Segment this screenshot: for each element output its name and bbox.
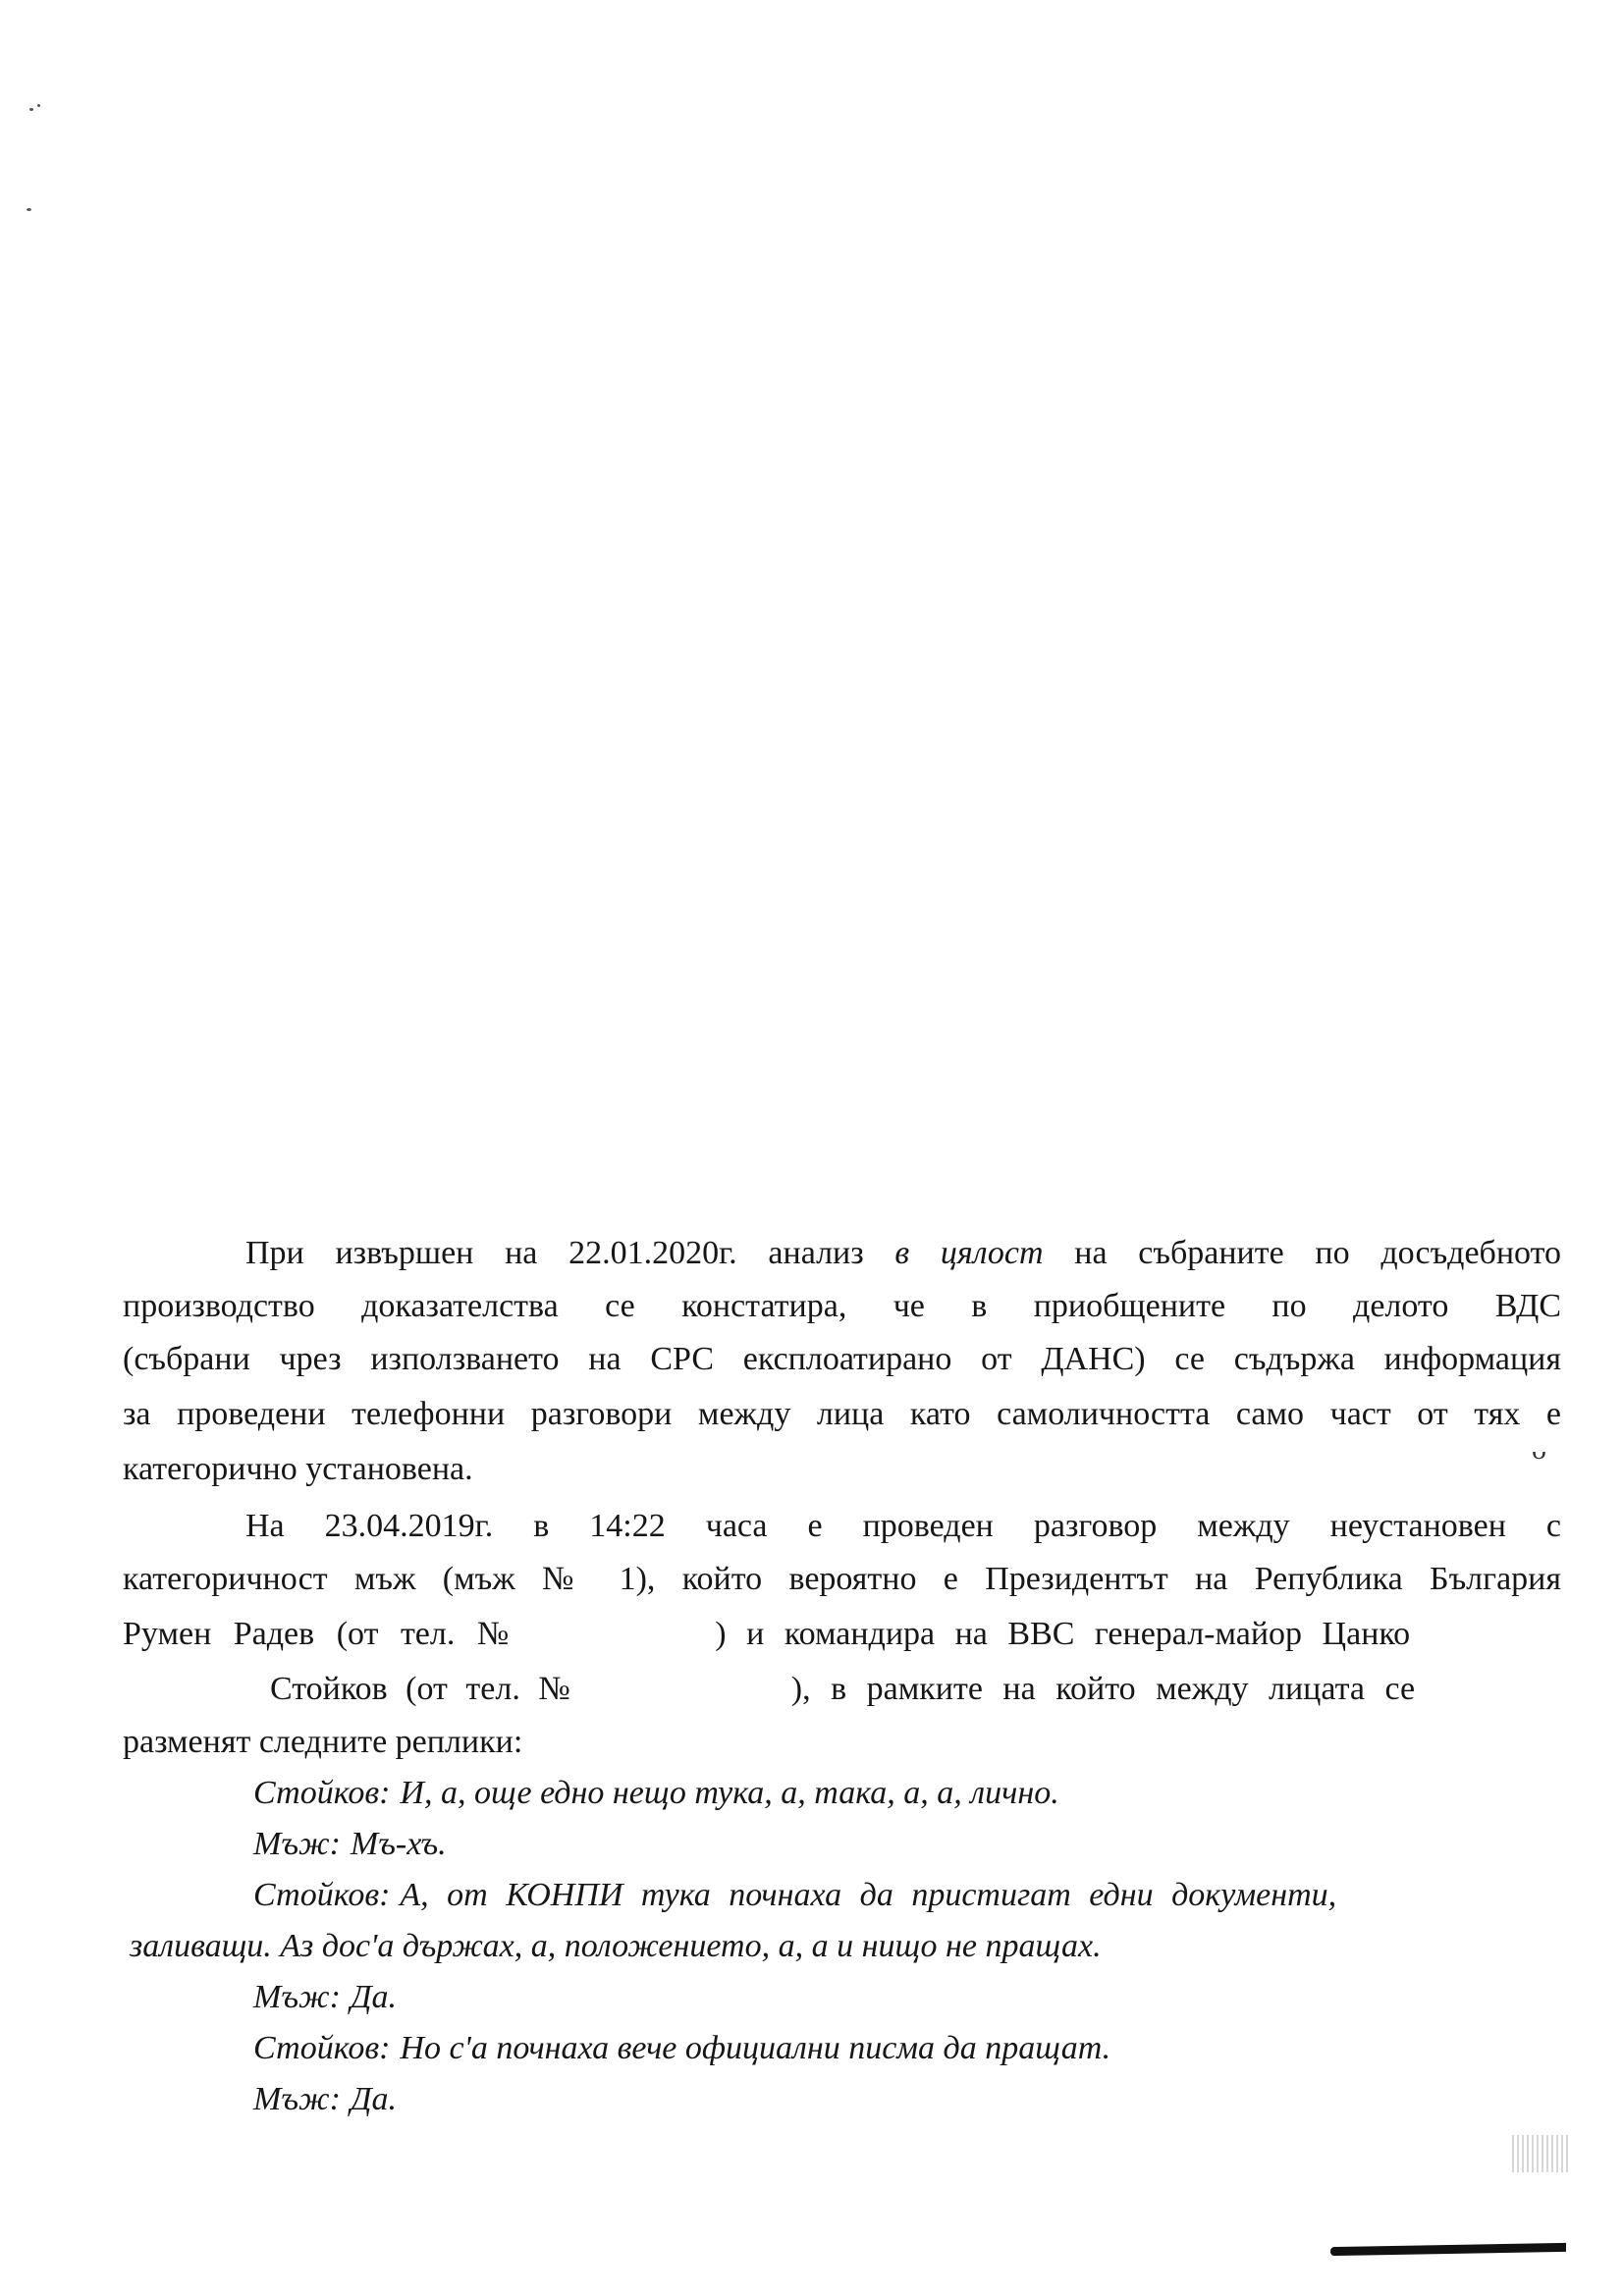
paragraph-2-line-4	[270, 1670, 1561, 1709]
text-run: Румен Радев (от тел. №	[123, 1616, 510, 1652]
scan-speck	[29, 108, 33, 111]
speaker-label: Мъж:	[253, 1826, 341, 1862]
paragraph-1-line-5: категорично установена.	[123, 1451, 473, 1487]
paragraph-1-line-1	[123, 1234, 1561, 1273]
dialogue-text: А, от КОНПИ тука почнаха да пристигат едни документи,	[400, 1877, 1337, 1913]
text-run: ), в рамките на който между лицата се	[790, 1671, 1416, 1707]
emphasis-text: в цялост	[894, 1235, 1044, 1271]
dialogue-line-1	[253, 1774, 1623, 1813]
dialogue-line-6	[253, 2029, 1623, 2068]
paragraph-1-line-4: за проведени телефонни разговори между лица като самоличността само част от тях е	[123, 1396, 1561, 1432]
text-run: Стойков (от тел. №	[270, 1671, 570, 1707]
dialogue-line-5	[253, 1978, 1623, 2017]
speaker-label: Мъж:	[253, 2081, 341, 2117]
text-run: на събраните по досъдебното	[1043, 1235, 1562, 1271]
handwritten-mark: ᴗ	[1532, 1433, 1546, 1466]
text-run: При извършен на 22.01.2020г. анализ	[245, 1235, 895, 1271]
paragraph-1-line-3: (събрани чрез използването на СРС експлоатирано от ДАНС) се съдържа информация	[123, 1341, 1561, 1377]
dialogue-text: Да.	[350, 2081, 398, 2117]
speaker-label: Стойков:	[253, 2030, 391, 2066]
paragraph-1-line-2: производство доказателства се констатира, че в приобщените по делото ВДС	[123, 1288, 1561, 1324]
dialogue-line-3	[253, 1876, 1561, 1915]
paragraph-2-line-1: На 23.04.2019г. в 14:22 часа е проведен разговор между неустановен с	[245, 1508, 1561, 1544]
scan-speck	[27, 208, 31, 211]
speaker-label: Стойков:	[253, 1877, 391, 1913]
scan-edge-line	[1330, 2243, 1566, 2256]
dialogue-text: Мъ-хъ.	[350, 1826, 447, 1862]
dialogue-line-2	[253, 1825, 1623, 1864]
scan-speck	[37, 104, 40, 107]
paragraph-2-line-5: разменят следните реплики:	[123, 1724, 523, 1760]
text-run: ) и командира на ВВС генерал-майор Цанко	[715, 1616, 1411, 1652]
paragraph-2-line-2: категоричност мъж (мъж № 1), който вероятно е Президентът на Република България	[123, 1561, 1561, 1597]
dialogue-text: И, а, още едно нещо тука, а, така, а, а, лично.	[400, 1775, 1059, 1811]
paragraph-2-line-3	[123, 1615, 1561, 1654]
scan-artifact	[1512, 2135, 1571, 2172]
dialogue-text: Да.	[350, 1979, 398, 2015]
dialogue-line-4	[130, 1927, 1568, 1966]
dialogue-line-7	[253, 2080, 1623, 2119]
speaker-label: Стойков:	[253, 1775, 391, 1811]
speaker-label: Мъж:	[253, 1979, 341, 2015]
dialogue-text: заливащи. Аз дос'а държах, а, положението, а, а и нищо не пращах.	[130, 1928, 1102, 1964]
dialogue-text: Но с'а почнаха вече официални писма да пращат.	[400, 2030, 1111, 2066]
